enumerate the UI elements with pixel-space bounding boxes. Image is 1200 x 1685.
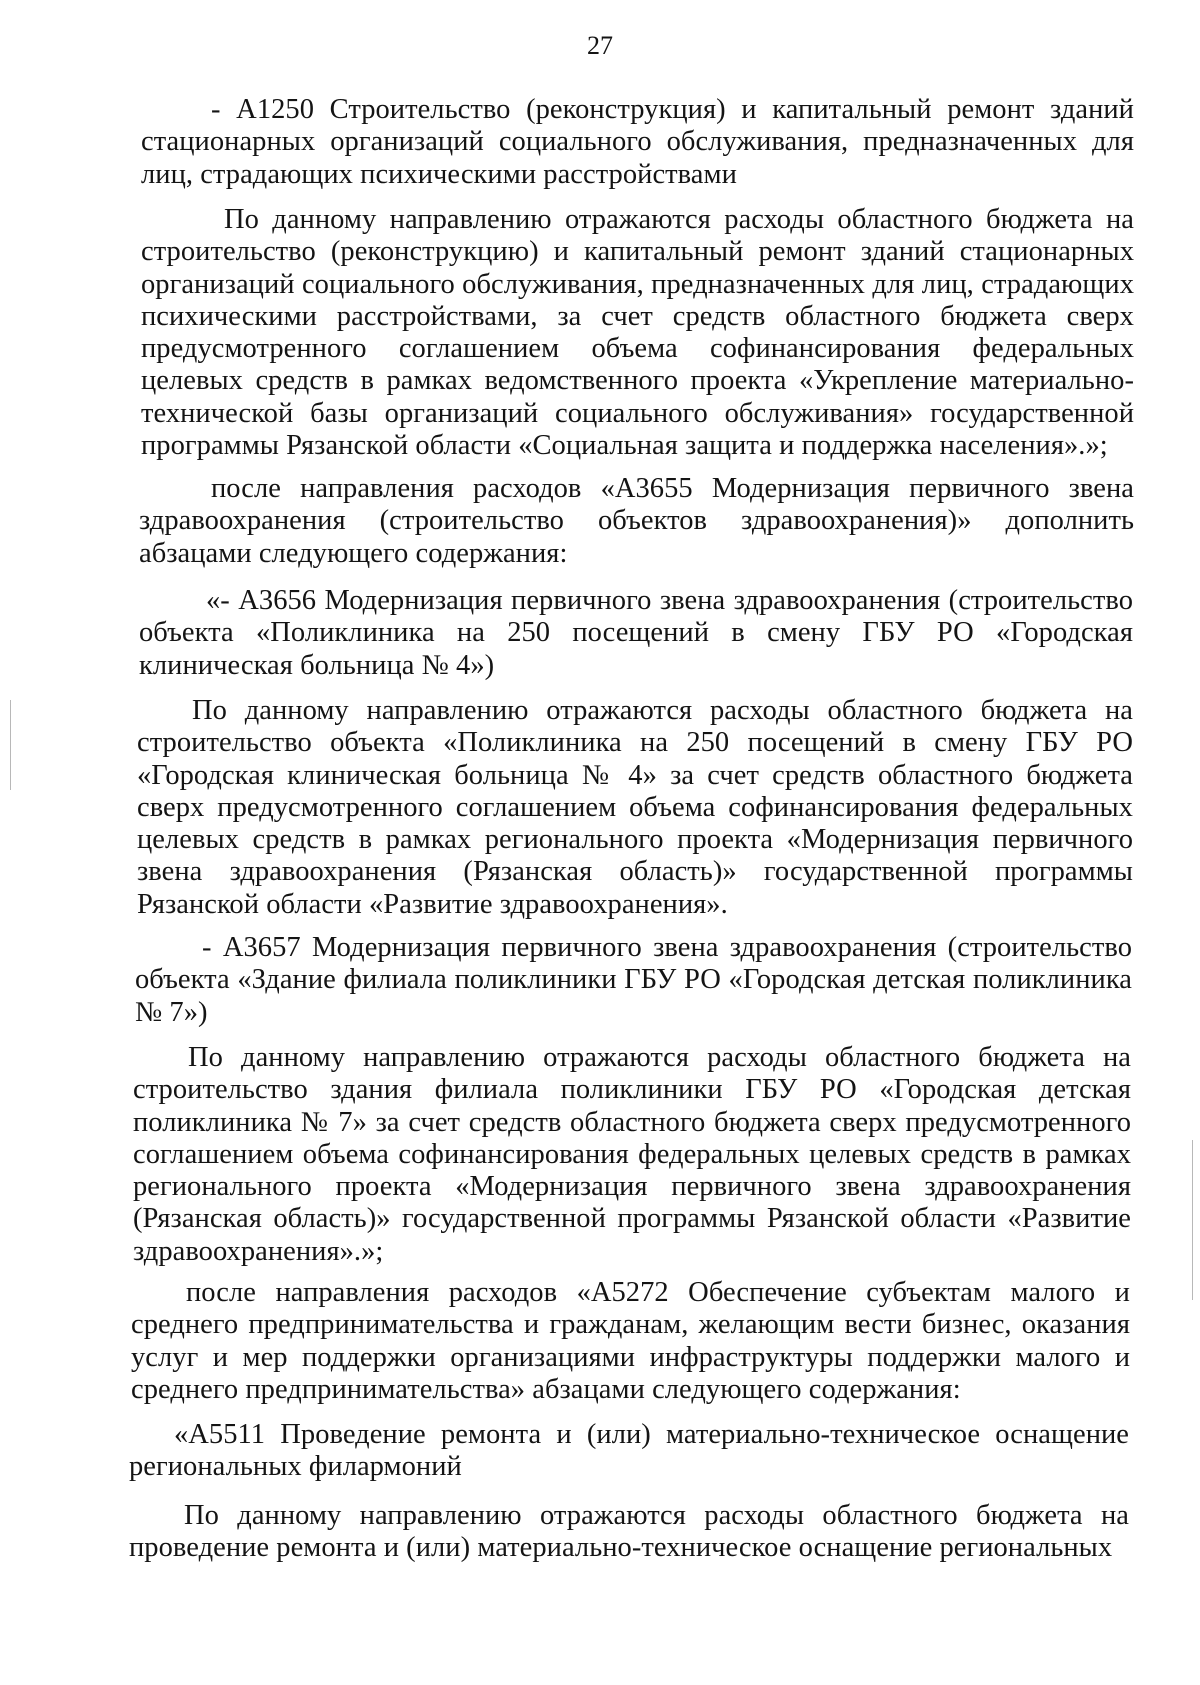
a3656-description: По данному направлению отражаются расходы областного бюджета на строительство объекта «Поликлиника на 250 посещений в смену ГБУ РО «Городская клиническая больница № 4» за счет средств областного бюджета сверх предусмотренного соглашением объема софинансирования федеральных целевых средств в рамках регионального проекта «Модернизация первичного звена здравоохранения (Рязанская область)» государственной программы Рязанской области «Развитие здравоохранения». bbox=[137, 695, 1133, 920]
a1250-heading: - А1250 Строительство (реконструкция) и капитальный ремонт зданий стационарных организаций социального обслуживания, предназначенных для лиц, страдающих психическими расстройствами bbox=[141, 94, 1134, 190]
scan-edge-mark-right bbox=[1192, 1140, 1193, 1300]
a3657-heading: - А3657 Модернизация первичного звена здравоохранения (строительство объекта «Здание филиала поликлиники ГБУ РО «Городская детская поликлиника № 7») bbox=[135, 932, 1132, 1028]
a5511-heading: «А5511 Проведение ремонта и (или) материально-техническое оснащение региональных филармоний bbox=[129, 1419, 1129, 1483]
a5511-description: По данному направлению отражаются расходы областного бюджета на проведение ремонта и (или) материально-техническое оснащение региональных bbox=[129, 1500, 1129, 1564]
scan-edge-mark-left bbox=[10, 700, 11, 790]
a3656-heading: «- А3656 Модернизация первичного звена здравоохранения (строительство объекта «Поликлиника на 250 посещений в смену ГБУ РО «Городская клиническая больница № 4») bbox=[139, 585, 1133, 681]
a1250-description: По данному направлению отражаются расходы областного бюджета на строительство (реконструкцию) и капитальный ремонт зданий стационарных организаций социального обслуживания, предназначенных для лиц, страдающих психическими расстройствами, за счет средств областного бюджета сверх предусмотренного соглашением объема софинансирования федеральных целевых средств в рамках ведомственного проекта «Укрепление материально-технической базы организаций социального обслуживания» государственной программы Рязанской области «Социальная защита и поддержка населения».»; bbox=[141, 204, 1134, 462]
a3657-description: По данному направлению отражаются расходы областного бюджета на строительство здания филиала поликлиники ГБУ РО «Городская детская поликлиника № 7» за счет средств областного бюджета сверх предусмотренного соглашением объема софинансирования федеральных целевых средств в рамках регионального проекта «Модернизация первичного звена здравоохранения (Рязанская область)» государственной программы Рязанской области «Развитие здравоохранения».»; bbox=[133, 1042, 1131, 1267]
after-a5272-instruction: после направления расходов «А5272 Обеспечение субъектам малого и среднего предпринимательства и гражданам, желающим вести бизнес, оказания услуг и мер поддержки организациями инфраструктуры поддержки малого и среднего предпринимательства» абзацами следующего содержания: bbox=[131, 1277, 1130, 1405]
page-number: 27 bbox=[587, 31, 613, 60]
after-a3655-instruction: после направления расходов «А3655 Модернизация первичного звена здравоохранения (строительство объектов здравоохранения)» дополнить абзацами следующего содержания: bbox=[139, 473, 1134, 569]
